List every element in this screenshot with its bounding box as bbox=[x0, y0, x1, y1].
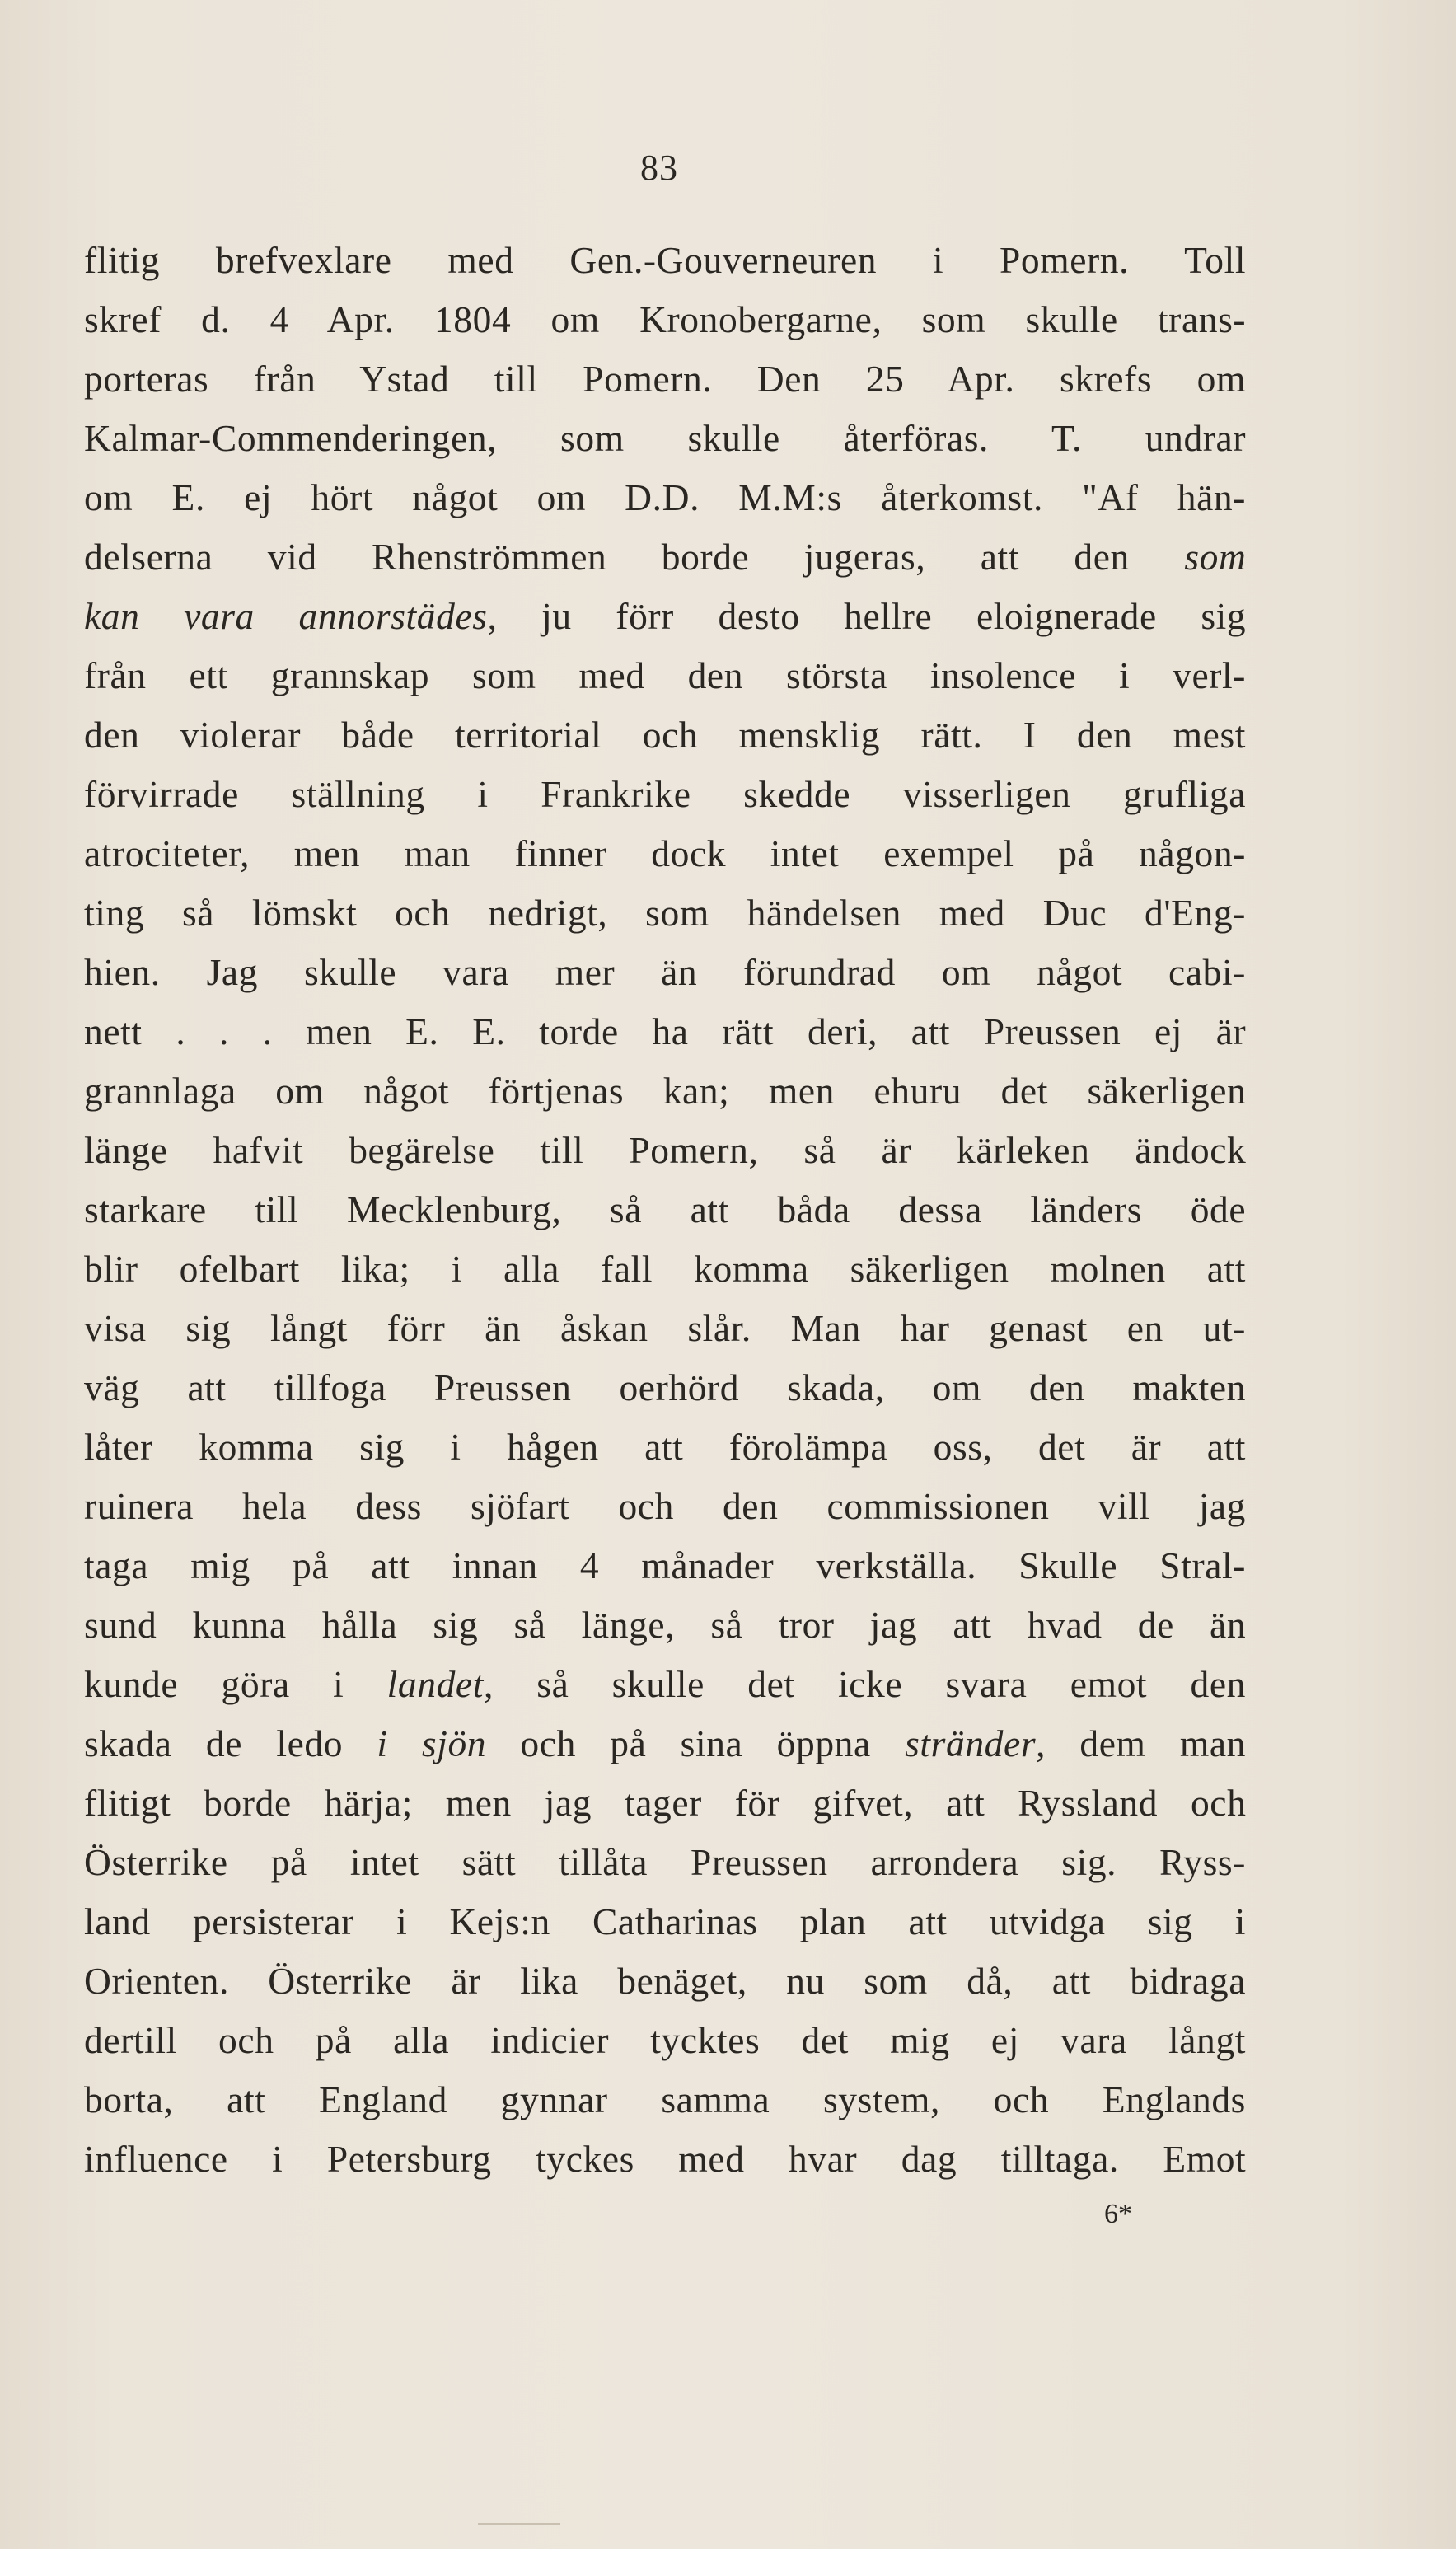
text-line bbox=[84, 1833, 1246, 1892]
text-line bbox=[84, 1536, 1246, 1595]
text-line bbox=[84, 1239, 1246, 1299]
text-line bbox=[84, 646, 1246, 705]
line-text: visa sig långt förr än åskan slår. Man har genast en ut- bbox=[84, 1307, 1246, 1349]
line-text: delserna vid Rhenströmmen borde jugeras, att den bbox=[84, 536, 1185, 578]
line-text: hien. Jag skulle vara mer än förundrad om något cabi- bbox=[84, 951, 1246, 993]
text-line bbox=[84, 2011, 1246, 2070]
text-line bbox=[84, 1714, 1246, 1774]
italic-text: landet bbox=[386, 1663, 484, 1705]
line-text: kunde göra i bbox=[84, 1663, 387, 1705]
line-text: blir ofelbart lika; i alla fall komma säkerligen molnen att bbox=[84, 1248, 1246, 1290]
line-text: atrociteter, men man finner dock intet exempel på någon- bbox=[84, 832, 1246, 874]
text-line bbox=[84, 1774, 1246, 1833]
text-line bbox=[84, 1417, 1246, 1477]
italic-text: stränder bbox=[905, 1722, 1037, 1764]
text-line bbox=[84, 587, 1246, 646]
text-line bbox=[84, 1595, 1246, 1655]
italic-text: som bbox=[1184, 536, 1247, 578]
text-line bbox=[84, 1180, 1246, 1239]
line-text: länge hafvit begärelse till Pomern, så är kärleken ändock bbox=[84, 1129, 1247, 1171]
text-line bbox=[84, 1952, 1246, 2011]
text-line bbox=[84, 1121, 1246, 1180]
line-text: influence i Petersburg tyckes med hvar dag tilltaga. Emot bbox=[84, 2138, 1247, 2180]
text-line bbox=[84, 527, 1246, 587]
text-line bbox=[84, 943, 1246, 1002]
text-line bbox=[84, 705, 1246, 765]
line-text: om E. ej hört något om D.D. M.M:s återkomst. "Af hän- bbox=[84, 476, 1246, 518]
line-text: Orienten. Österrike är lika benäget, nu som då, att bidraga bbox=[84, 1960, 1246, 2002]
text-line bbox=[84, 1477, 1246, 1536]
page-edge-mark bbox=[478, 2523, 560, 2525]
line-text: nett . . . men E. E. torde ha rätt deri, att Preussen ej är bbox=[84, 1010, 1247, 1052]
text-line bbox=[84, 349, 1246, 409]
italic-text: i sjön bbox=[377, 1722, 487, 1764]
text-line bbox=[84, 1002, 1246, 1061]
line-text: flitig brefvexlare med Gen.-Gouverneuren i Pomern. Toll bbox=[84, 239, 1247, 281]
line-text: taga mig på att innan 4 månader verkställa. Skulle Stral- bbox=[84, 1544, 1246, 1586]
line-text: den violerar både territorial och mensklig rätt. I den mest bbox=[84, 714, 1246, 756]
line-text: sund kunna hålla sig så länge, så tror jag att hvad de än bbox=[84, 1604, 1247, 1646]
text-line bbox=[84, 1061, 1246, 1121]
text-line bbox=[84, 468, 1246, 527]
line-text: grannlaga om något förtjenas kan; men ehuru det säkerligen bbox=[84, 1070, 1247, 1112]
text-line bbox=[84, 231, 1246, 290]
text-line bbox=[84, 290, 1246, 349]
italic-text: kan vara annorstädes bbox=[84, 595, 488, 637]
line-text: starkare till Mecklenburg, så att båda dessa länders öde bbox=[84, 1188, 1247, 1230]
text-line bbox=[84, 1358, 1246, 1417]
line-text: väg att tillfoga Preussen oerhörd skada, om den makten bbox=[84, 1366, 1246, 1408]
text-line bbox=[84, 2070, 1246, 2130]
line-text: skada de ledo bbox=[84, 1722, 377, 1764]
text-line bbox=[84, 883, 1246, 943]
line-text: , så skulle det icke svara emot den bbox=[483, 1663, 1246, 1705]
text-line bbox=[84, 1299, 1246, 1358]
line-text: porteras från Ystad till Pomern. Den 25 Apr. skrefs om bbox=[84, 358, 1246, 400]
text-line bbox=[84, 409, 1246, 468]
text-line bbox=[84, 2130, 1246, 2189]
line-text: borta, att England gynnar samma system, och Englands bbox=[84, 2078, 1246, 2120]
line-text: , ju förr desto hellre eloignerade sig bbox=[487, 595, 1247, 637]
line-text: ting så lömskt och nedrigt, som händelsen med Duc d'Eng- bbox=[84, 892, 1246, 934]
line-text: dertill och på alla indicier tycktes det mig ej vara långt bbox=[84, 2019, 1246, 2061]
body-text bbox=[84, 231, 1246, 2189]
signature-mark: 6* bbox=[1104, 2199, 1132, 2229]
text-line bbox=[84, 1655, 1246, 1714]
line-text: från ett grannskap som med den största insolence i verl- bbox=[84, 654, 1246, 696]
text-line bbox=[84, 1892, 1246, 1952]
line-text: skref d. 4 Apr. 1804 om Kronobergarne, som skulle trans- bbox=[84, 298, 1247, 340]
text-line bbox=[84, 765, 1246, 824]
line-text: land persisterar i Kejs:n Catharinas plan att utvidga sig i bbox=[84, 1900, 1246, 1942]
line-text: och på sina öppna bbox=[486, 1722, 906, 1764]
line-text: ruinera hela dess sjöfart och den commissionen vill jag bbox=[84, 1485, 1246, 1527]
line-text: flitigt borde härja; men jag tager för gifvet, att Ryssland och bbox=[84, 1782, 1247, 1824]
page-number: 83 bbox=[640, 148, 678, 188]
line-text: Österrike på intet sätt tillåta Preussen arrondera sig. Ryss- bbox=[84, 1841, 1246, 1883]
line-text: förvirrade ställning i Frankrike skedde visserligen grufliga bbox=[84, 773, 1246, 815]
line-text: Kalmar-Commenderingen, som skulle återföras. T. undrar bbox=[84, 417, 1247, 459]
line-text: låter komma sig i hågen att förolämpa oss, det är att bbox=[84, 1426, 1246, 1468]
text-line bbox=[84, 824, 1246, 883]
line-text: , dem man bbox=[1036, 1722, 1246, 1764]
